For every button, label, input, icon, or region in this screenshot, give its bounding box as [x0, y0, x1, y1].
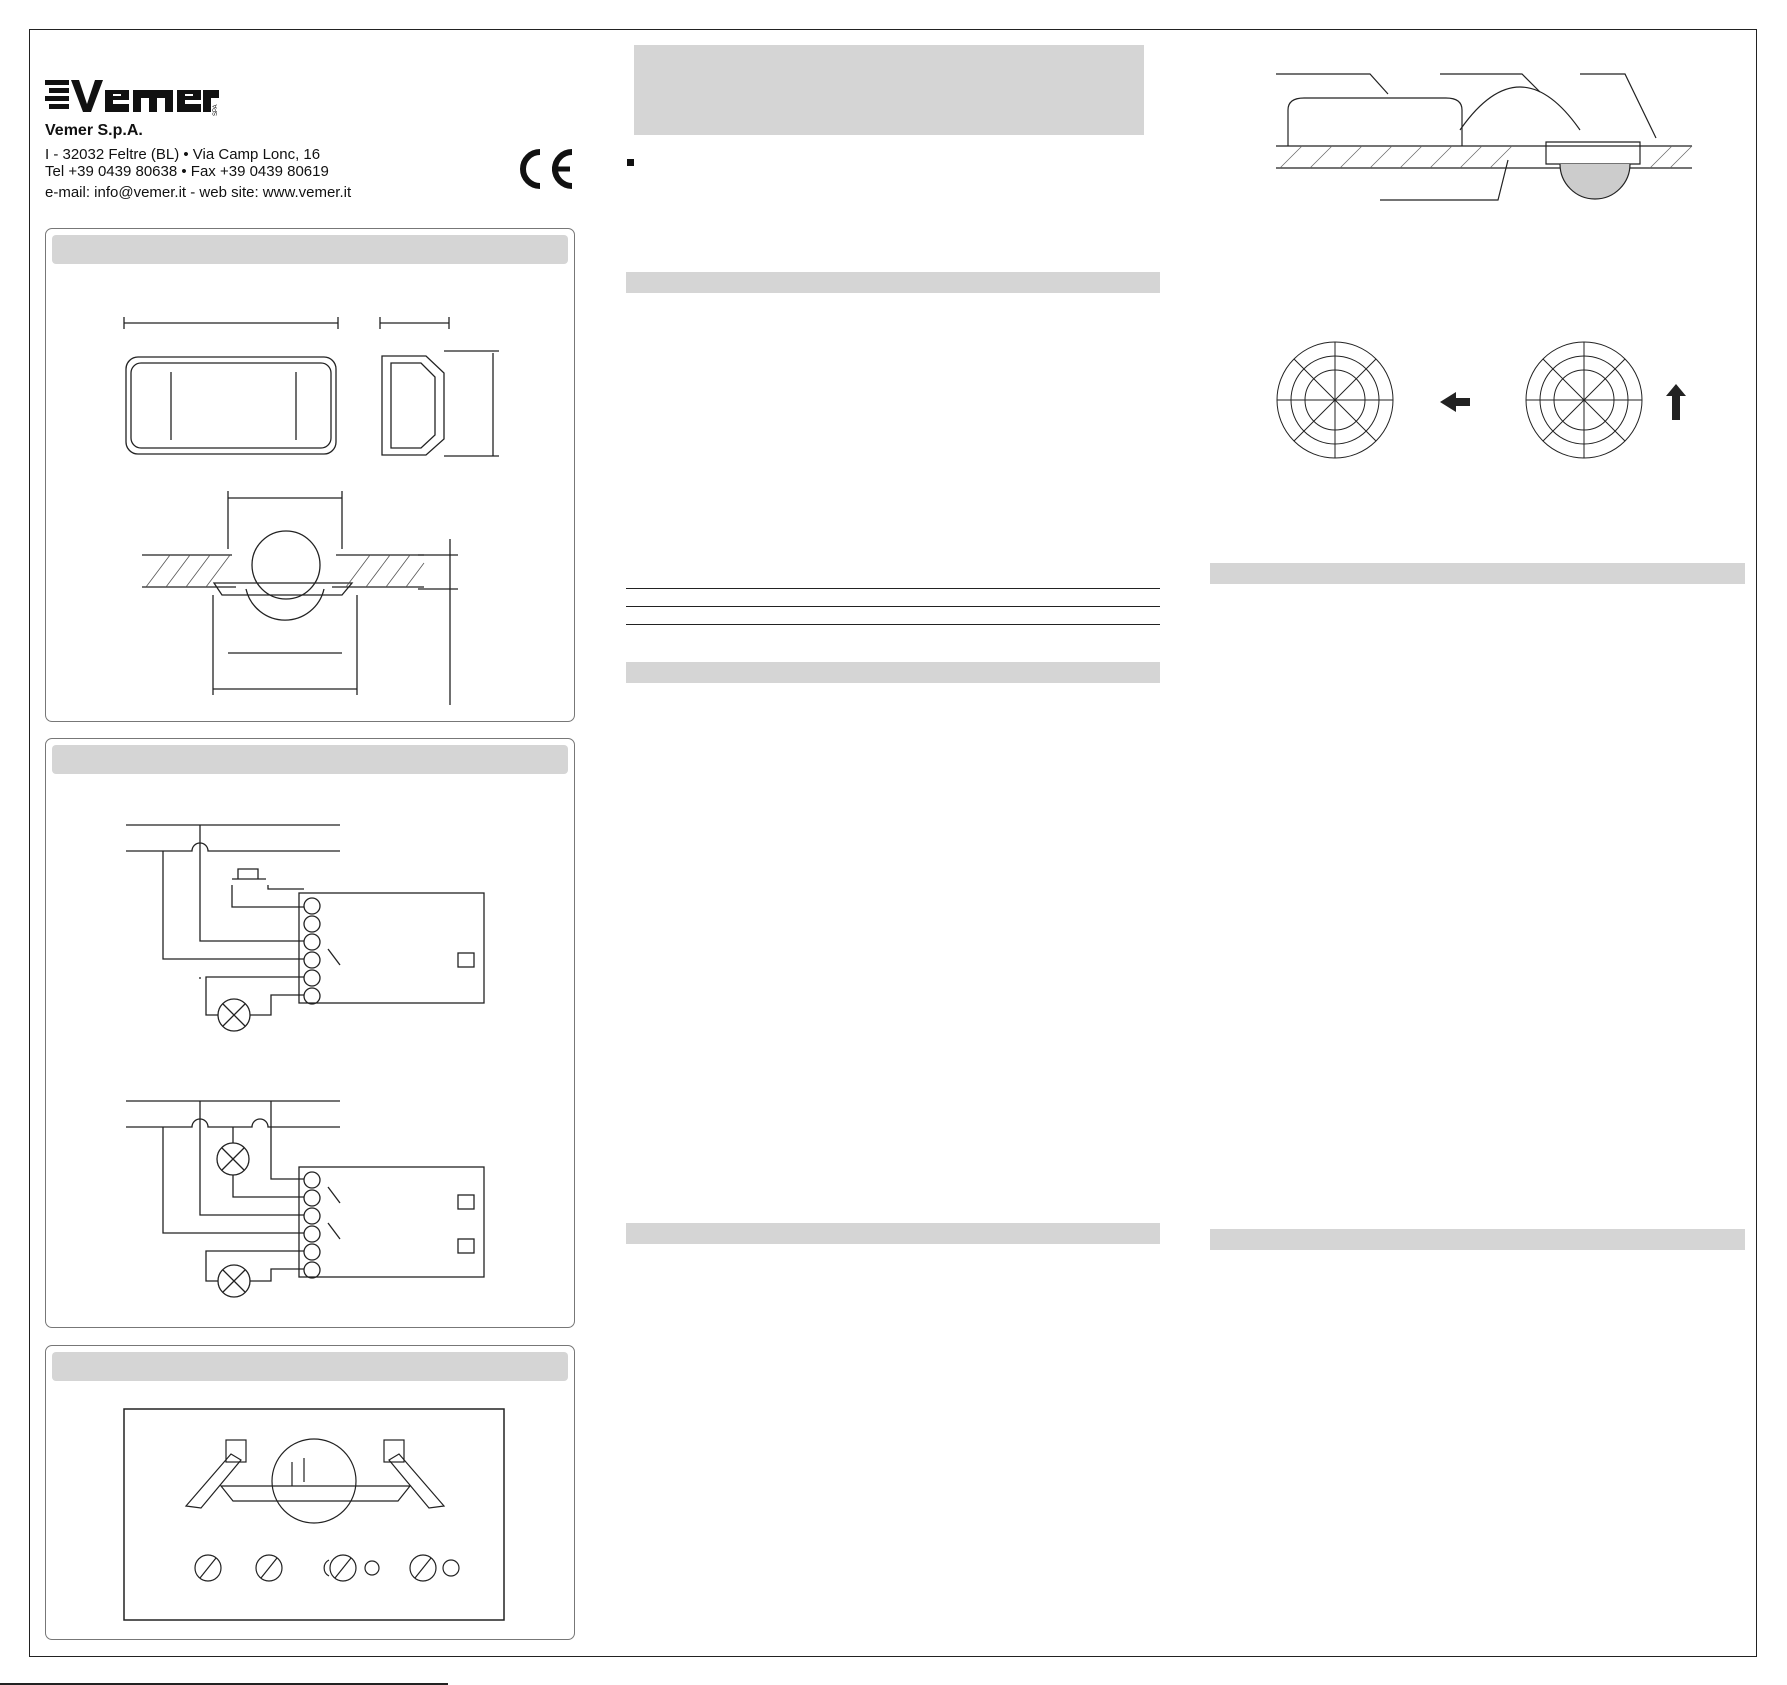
installation-drawing: [1260, 64, 1720, 214]
section-bar-3: [626, 1223, 1160, 1244]
company-name: Vemer S.p.A.: [45, 122, 143, 139]
section-bar-5: [1210, 1229, 1745, 1250]
address-line-1: I - 32032 Feltre (BL) • Via Camp Lonc, 16: [45, 146, 321, 163]
section-bar-4: [1210, 563, 1745, 584]
wiring-panel: [45, 738, 575, 1328]
section-bar-1: [626, 272, 1160, 293]
adjustments-panel: [45, 1345, 575, 1640]
adjustments-drawing: [46, 1346, 576, 1641]
table-rule-1: [626, 588, 1160, 589]
contact-line: e-mail: info@vemer.it - web site: www.vemer.it: [45, 184, 352, 201]
logo-suffix: SPA: [213, 104, 219, 116]
detection-patterns: [1270, 330, 1700, 470]
title-box: [634, 45, 1144, 135]
table-rule-2: [626, 606, 1160, 607]
vemer-logo: [45, 72, 225, 116]
dimensions-panel: [45, 228, 575, 722]
dimensions-drawing: [46, 229, 576, 723]
bullet-marker: [627, 159, 634, 166]
section-bar-2: [626, 662, 1160, 683]
table-rule-3: [626, 624, 1160, 625]
address-line-2: Tel +39 0439 80638 • Fax +39 0439 80619: [45, 163, 329, 180]
ce-mark-icon: [514, 146, 576, 192]
wiring-diagrams: [46, 739, 576, 1329]
